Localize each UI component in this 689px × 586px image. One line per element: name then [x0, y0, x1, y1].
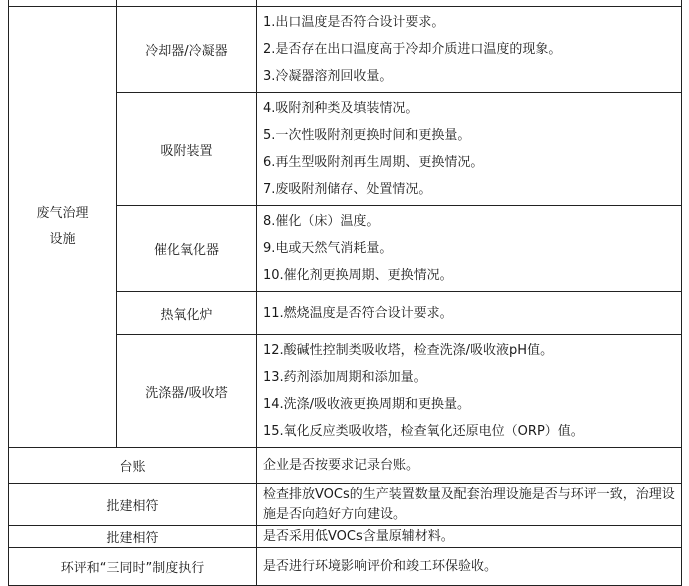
subcategory-scrubber: 洗涤器/吸收塔 — [117, 335, 257, 448]
list-item: 10.催化剂更换周期、更换情况。 — [263, 268, 453, 283]
list-item: 15.氧化反应类吸收塔，检查氧化还原电位（ORP）值。 — [263, 424, 584, 439]
list-item: 14.洗涤/吸收液更换周期和更换量。 — [263, 397, 471, 412]
list-item: 9.电或天然气消耗量。 — [263, 241, 393, 256]
list-item: 13.药剂添加周期和添加量。 — [263, 370, 427, 385]
row-text-approval-1: 检查排放VOCs的生产装置数量及配套治理设施是否与环评一致，治理设施是否向趋好方向建设。 — [257, 484, 682, 526]
table-row-eia — [9, 548, 682, 586]
list-item: 12.酸碱性控制类吸收塔，检查洗涤/吸收液pH值。 — [263, 343, 554, 358]
row-label-ledger: 台账 — [9, 448, 257, 484]
subcategory-thermal-oxidizer: 热氧化炉 — [117, 292, 257, 335]
row-label-eia: 环评和“三同时”制度执行 — [9, 548, 257, 586]
category-line-2: 设施 — [49, 232, 76, 247]
list-item: 5.一次性吸附剂更换时间和更换量。 — [263, 128, 471, 143]
list-item: 6.再生型吸附剂再生周期、更换情况。 — [263, 155, 484, 170]
items-catalytic — [257, 206, 682, 292]
subcategory-adsorber: 吸附装置 — [117, 93, 257, 206]
list-item: 8.催化（床）温度。 — [263, 214, 380, 229]
row-text-ledger: 企业是否按要求记录台账。 — [257, 448, 682, 484]
items-cooler — [257, 7, 682, 93]
inspection-table — [8, 0, 682, 586]
table-row-approval-2 — [9, 526, 682, 548]
table-row-approval-1 — [9, 484, 682, 526]
list-item: 11.燃烧温度是否符合设计要求。 — [263, 305, 453, 321]
row-label-approval-1: 批建相符 — [9, 484, 257, 526]
list-item: 1.出口温度是否符合设计要求。 — [263, 15, 445, 30]
list-item: 7.废吸附剂储存、处置情况。 — [263, 182, 432, 197]
list-item: 4.吸附剂种类及填装情况。 — [263, 101, 419, 116]
subcategory-cooler: 冷却器/冷凝器 — [117, 7, 257, 93]
items-adsorber — [257, 93, 682, 206]
list-item: 3.冷凝器溶剂回收量。 — [263, 69, 393, 84]
row-text-approval-2: 是否采用低VOCs含量原辅材料。 — [257, 526, 682, 548]
items-scrubber — [257, 335, 682, 448]
row-text-eia: 是否进行环境影响评价和竣工环保验收。 — [257, 548, 682, 586]
table-row-cooler — [9, 7, 682, 93]
row-label-approval-2: 批建相符 — [9, 526, 257, 548]
table-row-ledger — [9, 448, 682, 484]
category-exhaust-treatment — [9, 7, 117, 448]
items-thermal — [257, 292, 682, 335]
list-item: 2.是否存在出口温度高于冷却介质进口温度的现象。 — [263, 42, 562, 57]
subcategory-catalytic-oxidizer: 催化氧化器 — [117, 206, 257, 292]
category-line-1: 废气治理 — [36, 206, 89, 221]
